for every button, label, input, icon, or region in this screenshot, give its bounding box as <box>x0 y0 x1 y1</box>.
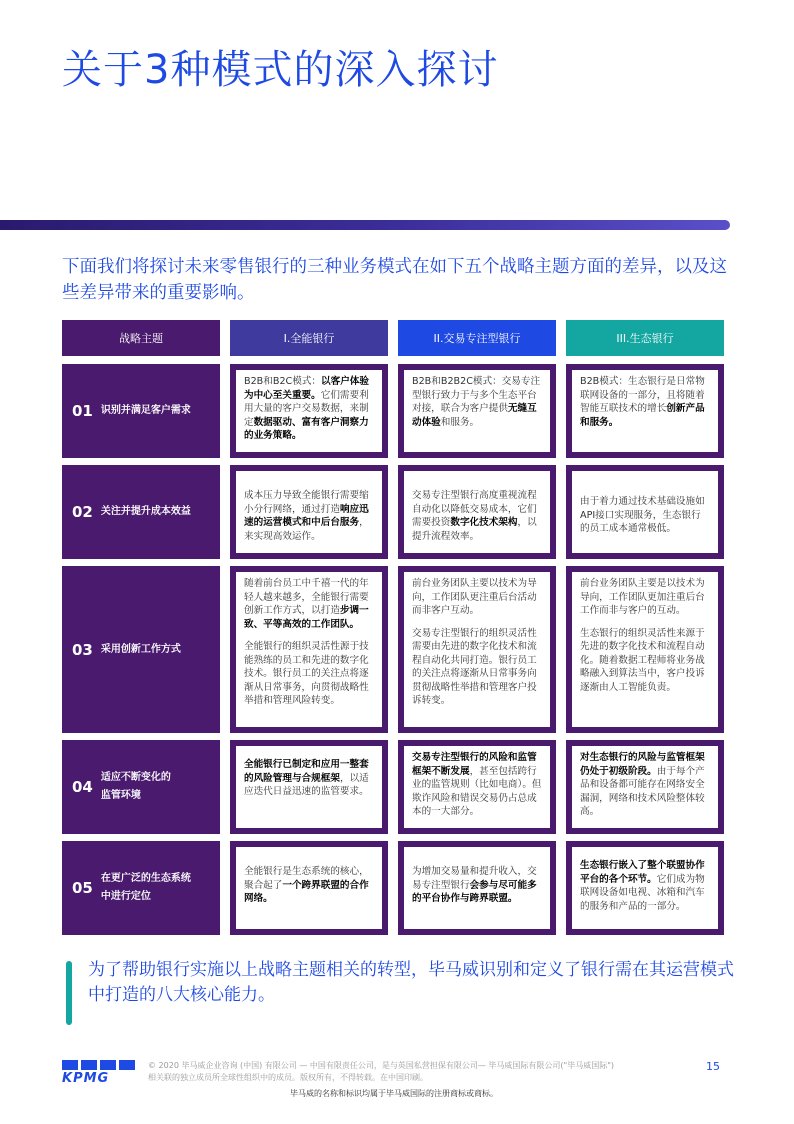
row-label: 05 在更广泛的生态系统 中进行定位 <box>62 841 220 935</box>
accent-bar <box>66 961 72 1025</box>
table-cell: 为增加交易量和提升收入，交易专注型银行会参与尽可能多的平台协作与跨界联盟。 <box>404 847 550 929</box>
footer-copyright: © 2020 毕马威企业咨询 (中国) 有限公司 — 中国有限责任公司，是与英国私营担保有限公司— 毕马威国际有限公司("毕马威国际") 相关联的独立成员所全球性组织中的成员。版权所有，不得转载。在中国印刷。 <box>148 1061 614 1082</box>
table-cell: B2B和B2C模式：以客户体验为中心至关重要。它们需要利用大量的客户交易数据，来制定数据驱动、富有客户洞察力的业务策略。 <box>236 370 382 452</box>
kpmg-logo: KPMG <box>62 1060 140 1086</box>
footer-trademark: 毕马威的名称和标识均属于毕马威国际的注册商标或商标。 <box>290 1089 498 1098</box>
table-cell: 随着前台员工中千禧一代的年轻人越来越多，全能银行需要创新工作方式，以打造步调一致、平等高效的工作团队。 全能银行的组织灵活性源于技能熟练的员工和先进的数字化技术。银行员工的关注点将逐渐从日常事务，向贯彻战略性举措和管理风险转变。 <box>236 572 382 727</box>
table-cell: 由于着力通过技术基础设施如API接口实现服务，生态银行的员工成本通常极低。 <box>572 471 718 553</box>
table-cell: 交易专注型银行的风险和监管框架不断发展，甚至包括跨行业的监管规则（比如电商）。但欺诈风险和错误交易仍占总成本的一大部分。 <box>404 746 550 828</box>
table-cell: 前台业务团队主要是以技术为导向，工作团队更加注重后台工作而非与客户的互动。 生态银行的组织灵活性来源于先进的数字化技术和流程自动化。随着数据工程师将业务战略融入到算法当中，客户投诉逐渐由人工智能负责。 <box>572 572 718 727</box>
row-label: 03 采用创新工作方式 <box>62 566 220 733</box>
intro-text: 下面我们将探讨未来零售银行的三种业务模式在如下五个战略主题方面的差异，以及这些差异带来的重要影响。 <box>62 257 727 303</box>
header-transaction-bank: II.交易专注型银行 <box>398 320 556 356</box>
page-title: 关于3种模式的深入探讨 <box>62 47 499 93</box>
table-cell: B2B模式：生态银行是日常物联网设备的一部分，且将随着智能互联技术的增长创新产品和服务。 <box>572 370 718 452</box>
page-number: 15 <box>706 1060 720 1073</box>
table-cell: B2B和B2B2C模式：交易专注型银行致力于与多个生态平台对接，联合为客户提供无缝互动体验和服务。 <box>404 370 550 452</box>
table-cell: 生态银行嵌入了整个联盟协作平台的各个环节。它们成为物联网设备如电视、冰箱和汽车的服务和产品的一部分。 <box>572 847 718 929</box>
table-cell: 交易专注型银行高度重视流程自动化以降低交易成本，它们需要投资数字化技术架构，以提升流程效率。 <box>404 471 550 553</box>
divider-bar <box>0 220 730 230</box>
row-label: 04 适应不断变化的 监管环境 <box>62 740 220 834</box>
header-theme: 战略主题 <box>62 320 220 356</box>
table-cell: 成本压力导致全能银行需要缩小分行网络，通过打造响应迅速的运营模式和中后台服务，来实现高效运作。 <box>236 471 382 553</box>
summary-text: 为了帮助银行实施以上战略主题相关的转型，毕马威识别和定义了银行需在其运营模式中打造的八大核心能力。 <box>88 960 734 1005</box>
row-label: 02 关注并提升成本效益 <box>62 465 220 559</box>
table-row <box>62 740 724 834</box>
header-universal-bank: I.全能银行 <box>230 320 388 356</box>
table-row <box>62 841 724 935</box>
table-row <box>62 364 724 458</box>
table-cell: 对生态银行的风险与监管框架仍处于初级阶段。由于每个产品和设备都可能存在网络安全漏洞，网络和技术风险整体较高。 <box>572 746 718 828</box>
table-cell: 全能银行是生态系统的核心，聚合起了一个跨界联盟的合作网络。 <box>236 847 382 929</box>
table-row <box>62 465 724 559</box>
table-cell: 前台业务团队主要以技术为导向，工作团队更注重后台活动而非客户互动。 交易专注型银行的组织灵活性需要由先进的数字化技术和流程自动化共同打造。银行员工的关注点将逐渐从日常事务向贯彻战略性举措和管理客户投诉转变。 <box>404 572 550 727</box>
row-label: 01 识别并满足客户需求 <box>62 364 220 458</box>
header-ecosystem-bank: III.生态银行 <box>566 320 724 356</box>
table-row <box>62 566 724 733</box>
table-cell: 全能银行已制定和应用一整套的风险管理与合规框架，以适应迭代日益迅速的监管要求。 <box>236 746 382 828</box>
